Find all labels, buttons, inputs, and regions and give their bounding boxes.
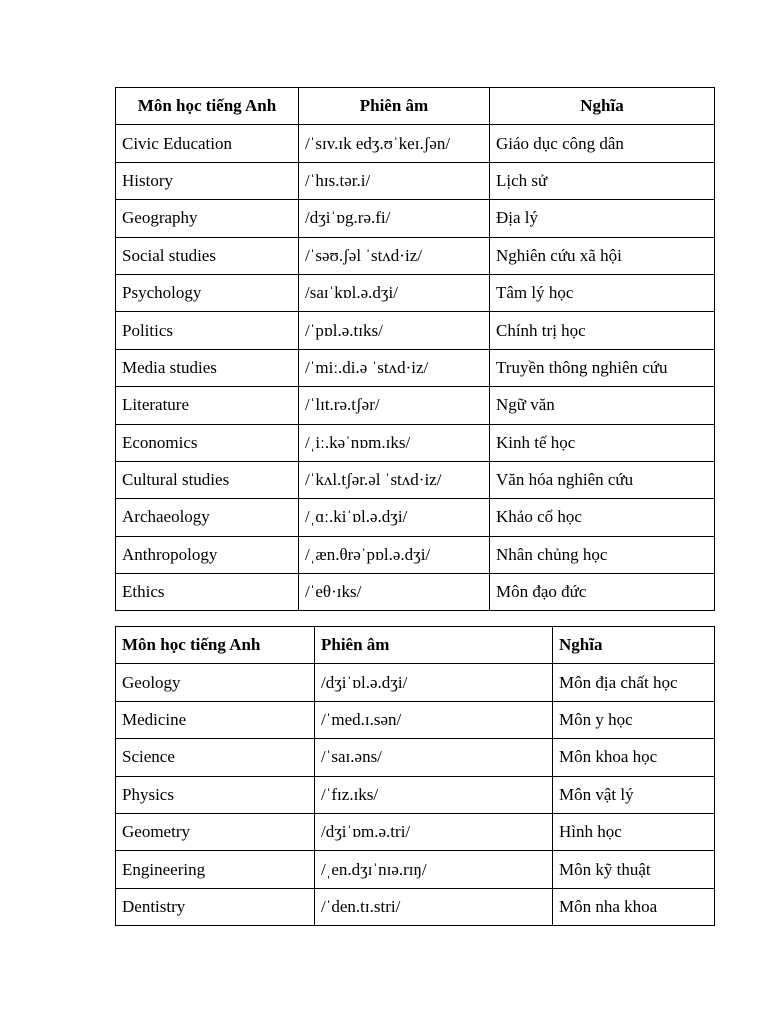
table-row [116,664,715,701]
subject-cell: Literature [116,387,299,424]
table-row [116,237,715,274]
table-row [116,701,715,738]
table-row [116,424,715,461]
table-row [116,739,715,776]
meaning-cell: Kinh tế học [490,424,715,461]
table-row [116,574,715,611]
table-row [116,349,715,386]
pronunciation-cell: /ˌæn.θrəˈpɒl.ə.dʒi/ [299,536,490,573]
table-row [116,888,715,925]
meaning-cell: Giáo dục công dân [490,125,715,162]
subject-cell: Geography [116,200,299,237]
subject-cell: Civic Education [116,125,299,162]
pronunciation-cell: /ˈlɪt.rə.tʃər/ [299,387,490,424]
subject-cell: Engineering [116,851,315,888]
table-row [116,461,715,498]
subject-cell: Cultural studies [116,461,299,498]
meaning-cell: Khảo cổ học [490,499,715,536]
subject-cell: Medicine [116,701,315,738]
pronunciation-cell: /ˈpɒl.ə.tɪks/ [299,312,490,349]
subject-cell: Social studies [116,237,299,274]
subject-cell: Ethics [116,574,299,611]
table-row [116,312,715,349]
pronunciation-cell: /ˈsɪv.ɪk edʒ.ʊˈkeɪ.ʃən/ [299,125,490,162]
pronunciation-cell: /ˈeθ·ɪks/ [299,574,490,611]
meaning-cell: Môn y học [553,701,715,738]
meaning-cell: Địa lý [490,200,715,237]
subjects-table-1 [115,87,715,611]
header-subject: Môn học tiếng Anh [116,627,315,664]
table-row [116,387,715,424]
pronunciation-cell: /ˈsəʊ.ʃəl ˈstʌd·iz/ [299,237,490,274]
pronunciation-cell: /ˌɑː.kiˈɒl.ə.dʒi/ [299,499,490,536]
meaning-cell: Môn đạo đức [490,574,715,611]
subject-cell: Dentistry [116,888,315,925]
pronunciation-cell: /ˌiː.kəˈnɒm.ɪks/ [299,424,490,461]
header-meaning: Nghĩa [490,88,715,125]
meaning-cell: Ngữ văn [490,387,715,424]
pronunciation-cell: /ˈfɪz.ɪks/ [315,776,553,813]
subject-cell: Geology [116,664,315,701]
table-row [116,274,715,311]
table-row [116,162,715,199]
subject-cell: History [116,162,299,199]
subject-cell: Geometry [116,813,315,850]
meaning-cell: Truyền thông nghiên cứu [490,349,715,386]
subjects-table-2 [115,626,715,926]
meaning-cell: Môn nha khoa [553,888,715,925]
meaning-cell: Môn kỹ thuật [553,851,715,888]
meaning-cell: Tâm lý học [490,274,715,311]
meaning-cell: Môn vật lý [553,776,715,813]
meaning-cell: Hình học [553,813,715,850]
pronunciation-cell: /ˌen.dʒɪˈnɪə.rɪŋ/ [315,851,553,888]
subject-cell: Politics [116,312,299,349]
meaning-cell: Môn địa chất học [553,664,715,701]
header-pronunciation: Phiên âm [299,88,490,125]
table-row [116,499,715,536]
meaning-cell: Văn hóa nghiên cứu [490,461,715,498]
meaning-cell: Nhân chủng học [490,536,715,573]
subject-cell: Media studies [116,349,299,386]
table-row [116,851,715,888]
table-row [116,200,715,237]
subject-cell: Archaeology [116,499,299,536]
meaning-cell: Nghiên cứu xã hội [490,237,715,274]
pronunciation-cell: /ˈmiː.di.ə ˈstʌd·iz/ [299,349,490,386]
subject-cell: Science [116,739,315,776]
pronunciation-cell: /ˈhɪs.tər.i/ [299,162,490,199]
pronunciation-cell: /ˈmed.ɪ.sən/ [315,701,553,738]
pronunciation-cell: /ˈsaɪ.əns/ [315,739,553,776]
meaning-cell: Môn khoa học [553,739,715,776]
table-row [116,776,715,813]
meaning-cell: Lịch sử [490,162,715,199]
header-subject: Môn học tiếng Anh [116,88,299,125]
pronunciation-cell: /ˈden.tɪ.stri/ [315,888,553,925]
pronunciation-cell: /dʒiˈɒg.rə.fi/ [299,200,490,237]
subject-cell: Psychology [116,274,299,311]
pronunciation-cell: /saɪˈkɒl.ə.dʒi/ [299,274,490,311]
meaning-cell: Chính trị học [490,312,715,349]
table-header-row [116,88,715,125]
pronunciation-cell: /dʒiˈɒm.ə.tri/ [315,813,553,850]
subject-cell: Physics [116,776,315,813]
table-row [116,125,715,162]
table-row [116,813,715,850]
subject-cell: Economics [116,424,299,461]
header-pronunciation: Phiên âm [315,627,553,664]
subject-cell: Anthropology [116,536,299,573]
pronunciation-cell: /ˈkʌl.tʃər.əl ˈstʌd·iz/ [299,461,490,498]
header-meaning: Nghĩa [553,627,715,664]
table-header-row [116,627,715,664]
pronunciation-cell: /dʒiˈɒl.ə.dʒi/ [315,664,553,701]
table-row [116,536,715,573]
